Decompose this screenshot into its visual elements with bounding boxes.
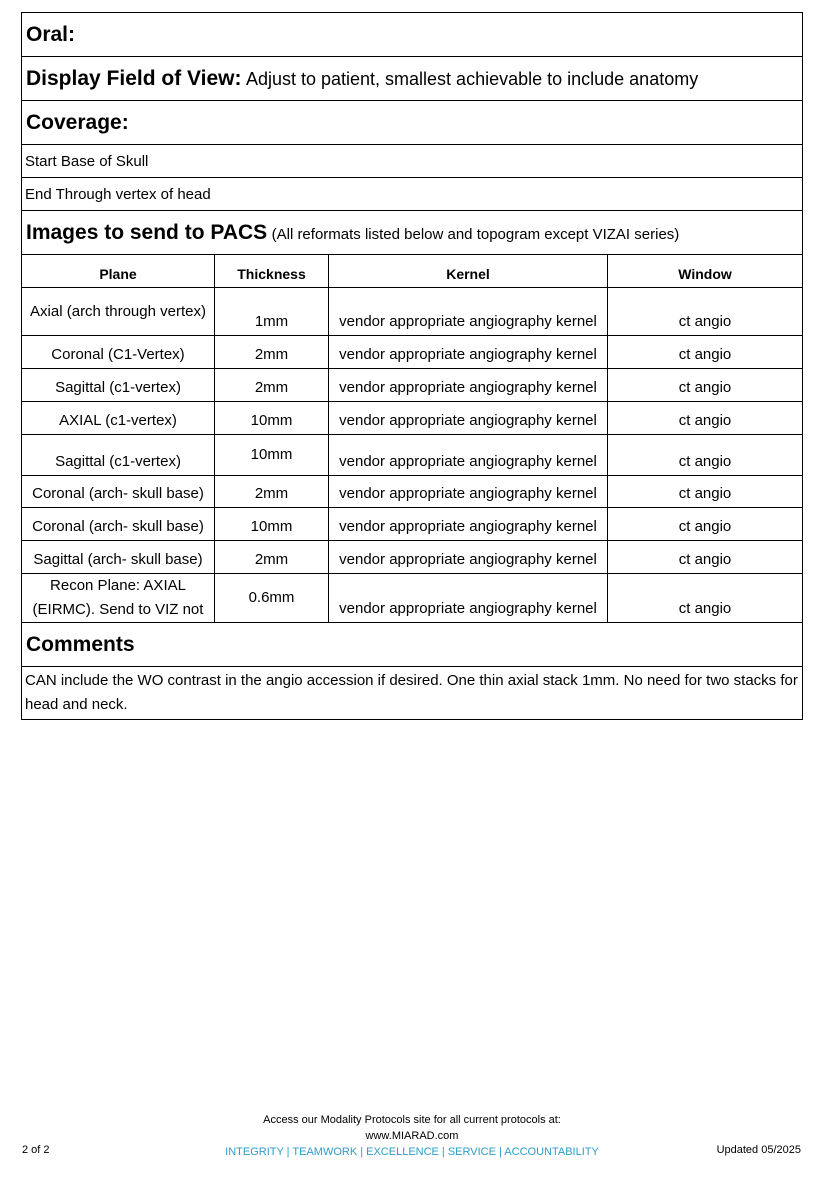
header-thickness: Thickness [215,255,329,288]
header-plane: Plane [22,255,215,288]
table-row [22,336,803,369]
row-kernel: vendor appropriate angiography kernel [329,369,608,402]
row-window: ct angio [608,369,803,402]
row-plane: Sagittal (c1-vertex) [22,369,215,402]
updated-date: Updated 05/2025 [716,1144,801,1156]
footer-url: www.MIARAD.com [365,1130,459,1142]
comments-section [22,623,803,667]
row-window: ct angio [608,508,803,541]
row-window: ct angio [608,402,803,435]
row-window: ct angio [608,435,803,476]
table-row [22,476,803,508]
row-kernel: vendor appropriate angiography kernel [329,288,608,336]
row-window: ct angio [608,336,803,369]
row-plane: Sagittal (arch- skull base) [22,541,215,574]
coverage-start: Start Base of Skull [22,145,803,178]
row-plane: Coronal (arch- skull base) [22,476,215,508]
row-window: ct angio [608,574,803,623]
row-window: ct angio [608,288,803,336]
header-window: Window [608,255,803,288]
coverage-section [22,101,803,145]
footer-values: INTEGRITY | TEAMWORK | EXCELLENCE | SERVICE | ACCOUNTABILITY [225,1146,599,1158]
comments-text: CAN include the WO contrast in the angio accession if desired. One thin axial stack 1mm. No need for two stacks for head and neck. [22,667,803,720]
pacs-note: (All reformats listed below and topogram except VIZAI series) [271,225,680,243]
table-row [22,288,803,336]
coverage-label: Coverage: [26,110,129,134]
dfov-section [22,57,803,101]
row-kernel: vendor appropriate angiography kernel [329,574,608,623]
footer [200,1112,624,1160]
row-plane: Coronal (arch- skull base) [22,508,215,541]
oral-label: Oral: [26,22,76,46]
coverage-end: End Through vertex of head [22,178,803,211]
row-thickness: 10mm [215,435,329,476]
row-thickness: 0.6mm [215,574,329,623]
row-plane: Coronal (C1-Vertex) [22,336,215,369]
row-plane: Recon Plane: AXIAL (EIRMC). Send to VIZ not [22,574,215,623]
row-thickness: 1mm [215,288,329,336]
column-header-row [22,255,803,288]
row-kernel: vendor appropriate angiography kernel [329,402,608,435]
row-plane: Axial (arch through vertex) [22,288,215,336]
row-thickness: 2mm [215,541,329,574]
header-kernel: Kernel [329,255,608,288]
table-row [22,574,803,623]
row-window: ct angio [608,541,803,574]
footer-access-line: Access our Modality Protocols site for all current protocols at: [263,1114,561,1126]
dfov-label: Display Field of View: [26,66,242,90]
row-window: ct angio [608,476,803,508]
row-kernel: vendor appropriate angiography kernel [329,336,608,369]
row-plane: Sagittal (c1-vertex) [22,435,215,476]
row-thickness: 2mm [215,476,329,508]
pacs-label: Images to send to PACS [26,220,268,244]
row-kernel: vendor appropriate angiography kernel [329,541,608,574]
table-row [22,369,803,402]
row-plane: AXIAL (c1-vertex) [22,402,215,435]
dfov-value: Adjust to patient, smallest achievable to include anatomy [245,68,699,89]
table-row [22,402,803,435]
table-row [22,435,803,476]
table-row [22,541,803,574]
row-kernel: vendor appropriate angiography kernel [329,508,608,541]
row-thickness: 10mm [215,508,329,541]
row-kernel: vendor appropriate angiography kernel [329,476,608,508]
row-thickness: 2mm [215,369,329,402]
row-kernel: vendor appropriate angiography kernel [329,435,608,476]
row-thickness: 10mm [215,402,329,435]
comments-label: Comments [26,632,135,656]
protocol-table [21,12,803,720]
table-row [22,508,803,541]
page-number: 2 of 2 [22,1144,50,1156]
oral-section [22,13,803,57]
pacs-section [22,211,803,255]
row-thickness: 2mm [215,336,329,369]
